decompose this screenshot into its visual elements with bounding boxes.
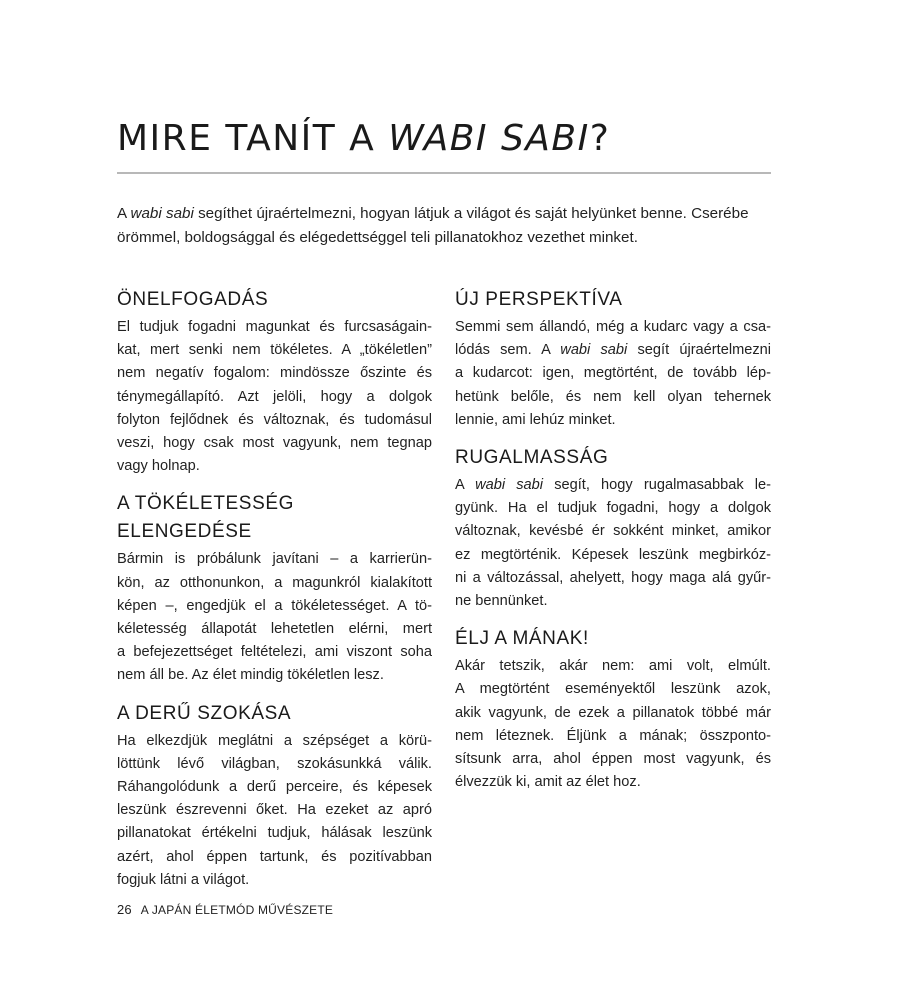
section-text-line: Bármin is próbálunk javítani – a karrierün- bbox=[117, 551, 432, 568]
inline-emphasis: wabi sabi bbox=[475, 477, 544, 494]
inline-text: segít újraértelmezni bbox=[627, 342, 771, 359]
section-onelfogadas bbox=[117, 286, 432, 478]
section-deru bbox=[117, 700, 432, 892]
section-text-line: azért, ahol éppen tartunk, és pozitívabban bbox=[117, 848, 432, 865]
section-text-line: akik vagyunk, de ezek a pillanatok többé már bbox=[455, 704, 771, 721]
page-title-prefix: MIRE TANÍT A bbox=[117, 118, 389, 159]
section-text-line: Semmi sem állandó, még a kudarc vagy a csa- bbox=[455, 319, 771, 335]
intro-line2: örömmel, boldogsággal és elégedettséggel teli pillanatokhoz vezethet minket. bbox=[117, 228, 638, 246]
section-heading: ÉLJ A MÁNAK! bbox=[455, 628, 589, 650]
section-text-line: ez megtörténik. Képesek leszünk megbirkóz- bbox=[455, 546, 771, 563]
section-text-line: ténymegállapító. Azt jelöli, hogy a dolgok bbox=[117, 388, 432, 405]
section-text-line: folyton fejlődnek és változnak, és tudomásul bbox=[117, 411, 432, 428]
section-text-line: nem léteznek. Éljünk a mának; összponto- bbox=[455, 727, 771, 744]
section-text-line: fogjuk látni a világot. bbox=[117, 871, 250, 888]
section-text-line bbox=[455, 474, 771, 497]
section-text-line: hetünk belőle, és nem kell olyan tehernek bbox=[455, 388, 771, 405]
section-text-line: képen –, engedjük el a tökéletességet. A tö- bbox=[117, 597, 432, 614]
section-text-line: kat, mert senki nem tökéletes. A „tökéletlen” bbox=[117, 342, 432, 359]
page-title-emphasis: WABI SABI bbox=[388, 118, 590, 159]
inline-text: A bbox=[455, 477, 476, 494]
page-footer bbox=[117, 902, 333, 917]
section-text-line: ne bennünket. bbox=[455, 593, 548, 610]
page-title-suffix: ? bbox=[589, 118, 611, 159]
section-text-line: lennie, ami lehúz minket. bbox=[455, 411, 616, 428]
section-text-line: löttünk lévő világban, szokásunkká válik. bbox=[117, 755, 432, 772]
intro-line1-before: A bbox=[117, 205, 131, 222]
section-text-line: pillanatokat értékelni tudjuk, hálásak leszünk bbox=[117, 825, 432, 842]
inline-text: lódás sem. A bbox=[455, 342, 561, 359]
section-text-line: a befejezettséget feltételezi, ami viszont soha bbox=[117, 644, 432, 661]
section-text-line: Akár tetszik, akár nem: ami volt, elmúlt. bbox=[455, 658, 771, 675]
section-elj-a-manak bbox=[455, 625, 771, 794]
inline-text: segít, hogy rugalmasabbak le- bbox=[543, 477, 772, 494]
section-text-line: El tudjuk fogadni magunkat és furcsaságain- bbox=[117, 319, 432, 335]
section-text-line: vagy holnap. bbox=[117, 458, 200, 475]
section-text-line: élvezzük ki, amit az élet hoz. bbox=[455, 774, 641, 791]
page-number: 26 bbox=[117, 902, 132, 917]
section-text-line: a kudarcot: igen, megtörtént, de tovább lép- bbox=[455, 365, 771, 382]
left-column bbox=[117, 286, 432, 904]
section-text-line: nem negatív fogalom: mindössze őszinte és bbox=[117, 365, 432, 382]
intro-line1-after: segíthet újraértelmezni, hogyan látjuk a világot és saját helyünket benne. Cserébe bbox=[193, 205, 749, 222]
section-text-line: kéletesség állapotát lehetetlen elérni, mert bbox=[117, 621, 432, 638]
intro-paragraph bbox=[117, 202, 777, 249]
section-tokeletesseg bbox=[117, 490, 432, 687]
section-text-line: leszünk észrevenni őket. Ha ezeket az apró bbox=[117, 802, 432, 819]
section-text-line: sítsunk arra, ahol éppen most vagyunk, és bbox=[455, 751, 771, 768]
section-heading: RUGALMASSÁG bbox=[455, 447, 609, 469]
section-heading: A DERŰ SZOKÁSA bbox=[117, 702, 292, 724]
section-text-line: Ha elkezdjük meglátni a szépséget a körü- bbox=[117, 732, 432, 749]
section-heading: A TÖKÉLETESSÉG ELENGEDÉSE bbox=[117, 493, 295, 543]
section-perspektiva bbox=[455, 286, 771, 432]
section-text-line: nem áll be. Az élet mindig tökéletlen lesz. bbox=[117, 667, 384, 684]
running-title: A JAPÁN ÉLETMÓD MŰVÉSZETE bbox=[140, 903, 334, 917]
section-text-line: A megtörtént eseményektől leszünk azok, bbox=[455, 681, 771, 698]
section-text-line bbox=[455, 339, 771, 362]
section-text-line: gyünk. Ha el tudjuk fogadni, hogy a dolgok bbox=[455, 500, 771, 517]
right-column bbox=[455, 286, 771, 806]
section-text-line: veszi, hogy csak most vagyunk, nem tegnap bbox=[117, 435, 432, 452]
intro-line1-emphasis: wabi sabi bbox=[130, 205, 194, 222]
section-text-line: ni a változással, ahelyett, hogy maga alá gyűr- bbox=[455, 569, 771, 586]
page-title bbox=[117, 118, 610, 159]
section-text-line: változnak, kevésbé ér sokként minket, amikor bbox=[455, 523, 771, 540]
section-heading: ÖNELFOGADÁS bbox=[117, 289, 269, 310]
section-text-line: kön, az otthonunkon, a magunkról kialakított bbox=[117, 574, 432, 591]
section-rugalmassag bbox=[455, 444, 771, 613]
section-heading: ÚJ PERSPEKTÍVA bbox=[455, 289, 623, 310]
title-divider bbox=[117, 172, 771, 174]
inline-emphasis: wabi sabi bbox=[560, 342, 628, 359]
section-text-line: Ráhangolódunk a derű perceire, és képesek bbox=[117, 779, 432, 796]
